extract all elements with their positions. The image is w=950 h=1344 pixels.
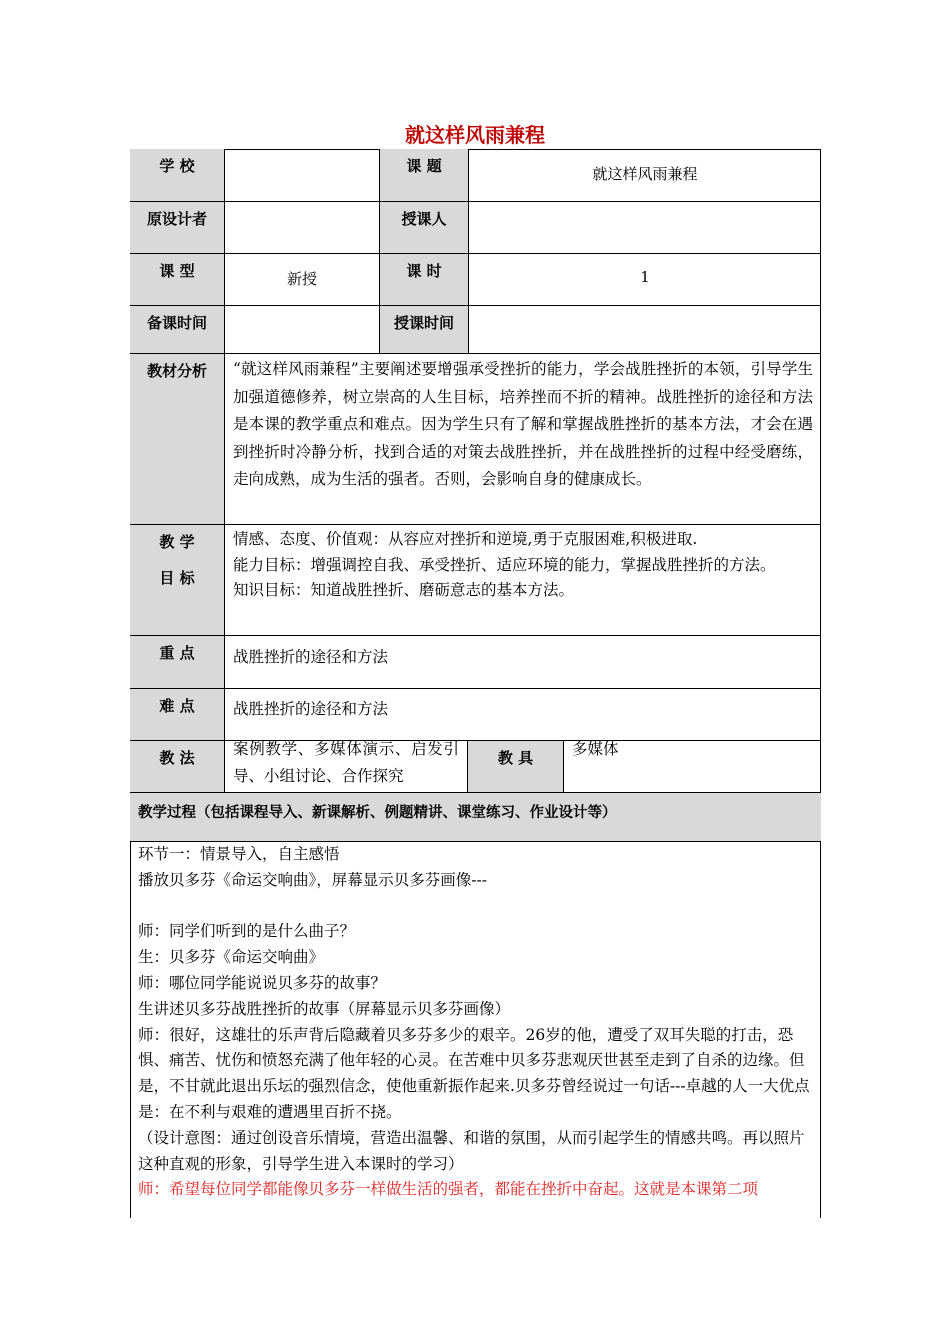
- goal-affect: 情感、态度、价值观：从容应对挫折和逆境,勇于克服困难,积极进取.: [233, 530, 698, 548]
- row-process-header: [130, 793, 821, 842]
- class-time-label-cell: [380, 306, 469, 353]
- analysis-label: 教材分析: [146, 362, 207, 380]
- goal-ability: 能力目标：增强调控自我、承受挫折、适应环境的能力，掌握战胜挫折的方法。: [233, 555, 776, 574]
- method-text-cell: [225, 741, 468, 792]
- analysis-text-cell: [225, 354, 821, 524]
- prep-time-label-cell: [130, 306, 225, 353]
- process-line: 师：同学们听到的是什么曲子？: [138, 922, 356, 941]
- type-label-cell: [130, 254, 225, 305]
- page-title: 就这样风雨兼程: [405, 123, 545, 147]
- row-goals: [130, 525, 821, 636]
- hours-value-cell: [469, 254, 821, 305]
- row-key-point: [130, 636, 821, 689]
- process-line: 生讲述贝多芬战胜挫折的故事（屏幕显示贝多芬画像）: [138, 999, 511, 1018]
- tools-label-cell: [468, 741, 564, 792]
- method-text: 案例教学、多媒体演示、启发引导、小组讨论、合作探究: [233, 740, 459, 785]
- difficulty-text-cell: [225, 689, 821, 740]
- tools-label: 教 具: [497, 749, 534, 767]
- type-value: 新授: [286, 270, 317, 288]
- row-type-hours: [130, 254, 821, 306]
- goals-label-2: 目 标: [159, 569, 195, 587]
- difficulty-label: 难 点: [159, 697, 195, 715]
- class-time-value-cell: [469, 306, 821, 353]
- class-time-label: 授课时间: [393, 314, 454, 332]
- highlighted-teacher-line: 师：希望每位同学都能像贝多芬一样做生活的强者，都能在挫折中奋起。这就是本课第二项: [138, 1180, 759, 1199]
- goals-text-cell: [225, 525, 821, 635]
- designer-value-cell: [225, 202, 380, 253]
- process-line: 环节一：情景导入，自主感悟: [138, 845, 340, 863]
- hours-value: 1: [640, 268, 650, 286]
- designer-label-cell: [130, 202, 225, 253]
- school-value-cell: [225, 149, 380, 201]
- teacher-value-cell: [469, 202, 821, 253]
- goals-label-cell: [130, 525, 225, 635]
- row-analysis: [130, 354, 821, 525]
- teacher-label: 授课人: [401, 210, 447, 228]
- process-line-blank: [138, 894, 813, 920]
- tools-value: 多媒体: [572, 740, 619, 758]
- key-point-text: 战胜挫折的途径和方法: [233, 648, 389, 666]
- topic-value-cell: [469, 149, 821, 201]
- hours-label: 课 时: [406, 262, 442, 280]
- row-school-topic: [130, 149, 821, 202]
- row-designer-teacher: [130, 202, 821, 254]
- key-point-label: 重 点: [159, 644, 195, 662]
- designer-label: 原设计者: [146, 210, 207, 228]
- school-label-cell: [130, 149, 225, 201]
- analysis-text: “就这样风雨兼程”主要阐述要增强承受挫折的能力，学会战胜挫折的本领，引导学生加强道德修养，树立崇高的人生目标，培养挫而不折的精神。战胜挫折的途径和方法是本课的教学重点和难点。因为学生只有了解和掌握战胜挫折的基本方法，才会在遇到挫折时冷静分析，找到合适的对策去战胜挫折，并在战胜挫折的过程中经受磨练，走向成熟，成为生活的强者。否则，会影响自身的健康成长。: [233, 360, 813, 488]
- goals-list: [233, 527, 813, 604]
- type-label: 课 型: [159, 262, 195, 280]
- prep-time-value-cell: [225, 306, 380, 353]
- design-intent-paragraph: （设计意图：通过创设音乐情境，营造出温馨、和谐的氛围，从而引起学生的情感共鸣。再以照片这种直观的形象，引导学生进入本课时的学习）: [138, 1128, 805, 1173]
- process-line: 播放贝多芬《命运交响曲》，屏幕显示贝多芬画像---: [138, 870, 487, 889]
- topic-label: 课 题: [406, 157, 442, 175]
- method-label: 教 法: [159, 749, 195, 767]
- row-difficulty: [130, 689, 821, 741]
- process-header: 教学过程（包括课程导入、新课解析、例题精讲、课堂练习、作业设计等）: [138, 805, 617, 821]
- key-point-label-cell: [130, 636, 225, 688]
- process-line: 生：贝多芬《命运交响曲》: [138, 948, 325, 967]
- difficulty-text: 战胜挫折的途径和方法: [233, 700, 389, 718]
- hours-label-cell: [380, 254, 469, 305]
- process-line: 师：哪位同学能说说贝多芬的故事？: [138, 973, 387, 992]
- teacher-label-cell: [380, 202, 469, 253]
- type-value-cell: [225, 254, 380, 305]
- prep-time-label: 备课时间: [146, 314, 207, 332]
- difficulty-label-cell: [130, 689, 225, 740]
- topic-label-cell: [380, 149, 469, 201]
- process-paragraph: 师：很好，这雄壮的乐声背后隐藏着贝多芬多少的艰辛。26岁的他，遭受了双耳失聪的打击，恐惧、痛苦、忧伤和愤怒充满了他年轻的心灵。在苦难中贝多芬悲观厌世甚至走到了自杀的边缘。但是，不甘就此退出乐坛的强烈信念，使他重新振作起来.贝多芬曾经说过一句话---卓越的人一大优点是：在不利与艰难的遭遇里百折不挠。: [138, 1025, 810, 1121]
- tools-value-cell: [564, 741, 821, 792]
- row-method-tools: [130, 741, 821, 793]
- school-label: 学 校: [159, 157, 195, 175]
- topic-value: 就这样风雨兼程: [592, 165, 698, 183]
- key-point-text-cell: [225, 636, 821, 688]
- row-process-body: [130, 842, 821, 1218]
- process-body: [138, 842, 813, 1203]
- goals-label-1: 教 学: [159, 533, 195, 551]
- method-label-cell: [130, 741, 225, 792]
- goal-knowledge: 知识目标：知道战胜挫折、磨砺意志的基本方法。: [233, 581, 575, 599]
- analysis-label-cell: [130, 354, 225, 524]
- row-prep-class-time: [130, 306, 821, 354]
